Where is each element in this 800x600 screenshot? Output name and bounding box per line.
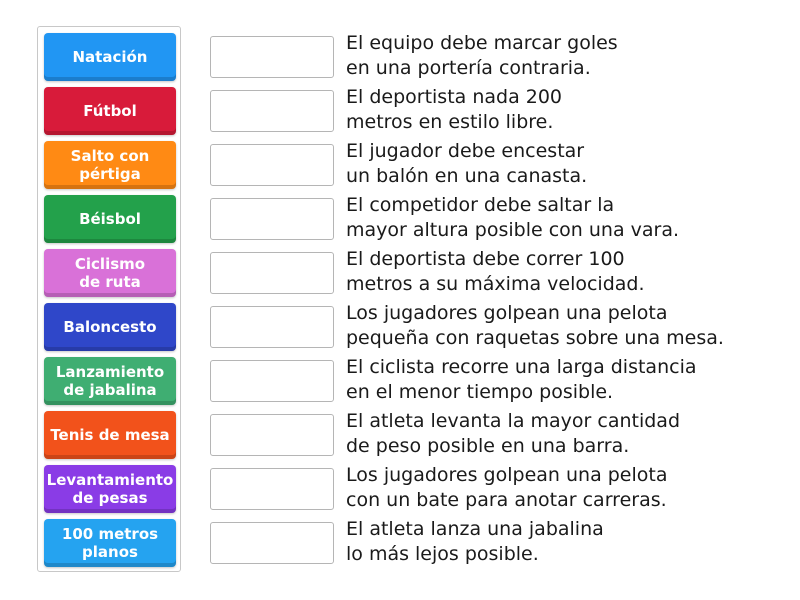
drop-slot-2[interactable] (210, 90, 334, 132)
tile-ciclismo-de-ruta[interactable]: Ciclismo de ruta (44, 249, 176, 297)
drop-slot-8[interactable] (210, 414, 334, 456)
description-8: El atleta levanta la mayor cantidad de peso posible en una barra. (346, 410, 681, 457)
tile-lanzamiento-de-jabalina[interactable]: Lanzamiento de jabalina (44, 357, 176, 405)
description-3: El jugador debe encestar un balón en una canasta. (346, 140, 588, 187)
tile-natacion[interactable]: Natación (44, 33, 176, 81)
tile-levantamiento-de-pesas[interactable]: Levantamiento de pesas (44, 465, 176, 513)
drop-slot-10[interactable] (210, 522, 334, 564)
drop-slot-6[interactable] (210, 306, 334, 348)
tile-baloncesto[interactable]: Baloncesto (44, 303, 176, 351)
tile-salto-con-pertiga[interactable]: Salto con pértiga (44, 141, 176, 189)
answer-tile-panel (37, 26, 181, 572)
drop-slot-1[interactable] (210, 36, 334, 78)
description-6: Los jugadores golpean una pelota pequeña con raquetas sobre una mesa. (346, 302, 724, 349)
drop-slot-3[interactable] (210, 144, 334, 186)
description-10: El atleta lanza una jabalina lo más lejos posible. (346, 518, 604, 565)
drop-slot-9[interactable] (210, 468, 334, 510)
description-4: El competidor debe saltar la mayor altura posible con una vara. (346, 194, 680, 241)
drop-slot-5[interactable] (210, 252, 334, 294)
description-7: El ciclista recorre una larga distancia en el menor tiempo posible. (346, 356, 697, 403)
tile-futbol[interactable]: Fútbol (44, 87, 176, 135)
tile-tenis-de-mesa[interactable]: Tenis de mesa (44, 411, 176, 459)
description-2: El deportista nada 200 metros en estilo libre. (346, 86, 563, 133)
drop-slot-4[interactable] (210, 198, 334, 240)
description-9: Los jugadores golpean una pelota con un bate para anotar carreras. (346, 464, 668, 511)
description-1: El equipo debe marcar goles en una portería contraria. (346, 32, 618, 79)
tile-100-metros-planos[interactable]: 100 metros planos (44, 519, 176, 567)
drop-slot-7[interactable] (210, 360, 334, 402)
description-5: El deportista debe correr 100 metros a su máxima velocidad. (346, 248, 645, 295)
tile-beisbol[interactable]: Béisbol (44, 195, 176, 243)
